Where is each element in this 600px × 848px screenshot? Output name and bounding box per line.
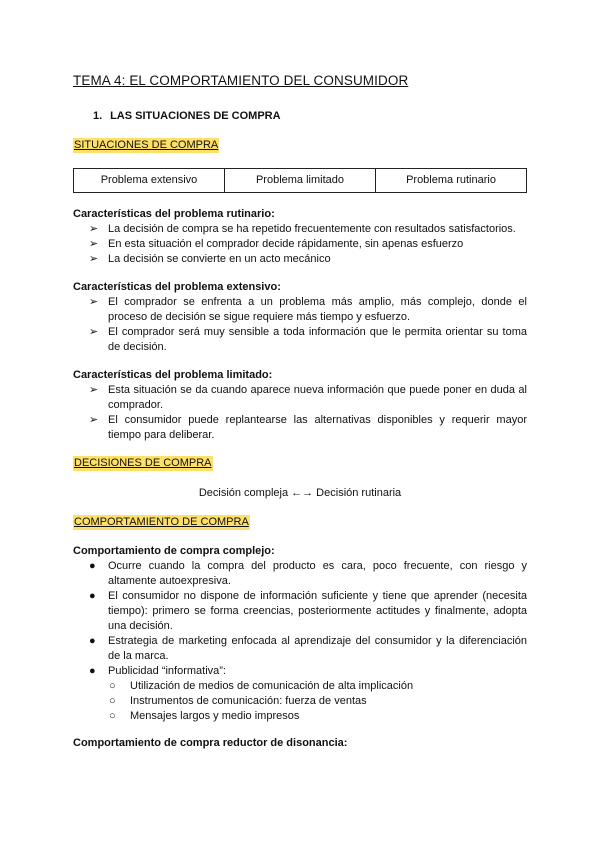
arrow-bullet-icon: ➢ xyxy=(89,414,99,426)
arrow-bullet-icon: ➢ xyxy=(89,238,99,250)
bullet-dot-icon: ● xyxy=(89,635,96,647)
table-cell-limitado: Problema limitado xyxy=(225,169,376,192)
circle-bullet-icon: ○ xyxy=(109,710,116,722)
rutinario-block xyxy=(73,207,527,267)
situaciones-table xyxy=(73,168,527,193)
decision-range: Decisión compleja ←→ Decisión rutinaria xyxy=(198,487,402,499)
reductor-heading: Comportamiento de compra reductor de disonancia: xyxy=(73,737,348,749)
limitado-block xyxy=(73,368,527,443)
list-item: ➢ La decisión se convierte en un acto mecánico xyxy=(89,253,331,265)
complejo-list xyxy=(73,559,527,679)
list-item: ➢ En esta situación el comprador decide rápidamente, sin apenas esfuerzo xyxy=(89,238,464,250)
arrow-bullet-icon: ➢ xyxy=(89,296,99,308)
sub-list-item: ○ Mensajes largos y medio impresos xyxy=(109,710,300,722)
circle-bullet-icon: ○ xyxy=(109,695,116,707)
page-title: TEMA 4: EL COMPORTAMIENTO DEL CONSUMIDOR xyxy=(73,73,409,88)
list-item: ➢ Esta situación se da cuando aparece nueva información que puede poner en duda al comprador. xyxy=(89,384,527,411)
arrow-bullet-icon: ➢ xyxy=(89,384,99,396)
list-item: ➢ El consumidor puede replantearse las alternativas disponibles y requerir mayor tiempo para deliberar. xyxy=(89,414,527,441)
limitado-list xyxy=(73,383,527,443)
limitado-heading: Características del problema limitado: xyxy=(73,369,273,381)
list-item: ● Publicidad “informativa”: xyxy=(89,665,226,677)
rutinario-heading: Características del problema rutinario: xyxy=(73,208,275,220)
complejo-block xyxy=(73,544,527,724)
list-item: ● El consumidor no dispone de información suficiente y tiene que aprender (necesita tiempo): primero se forma creencias, posteriormente actitudes y finalmente, adopta una decisión. xyxy=(89,590,527,632)
extensivo-list xyxy=(73,295,527,355)
arrow-bullet-icon: ➢ xyxy=(89,253,99,265)
situaciones-heading: SITUACIONES DE COMPRA xyxy=(74,139,219,151)
bullet-dot-icon: ● xyxy=(89,665,96,677)
section-heading xyxy=(93,109,281,124)
table-cell-rutinario: Problema rutinario xyxy=(406,174,496,186)
list-item: ➢ El comprador será muy sensible a toda información que le permita orientar su toma de decisión. xyxy=(89,326,527,353)
bullet-dot-icon: ● xyxy=(89,560,96,572)
list-item: ➢ La decisión de compra se ha repetido frecuentemente con resultados satisfactorios. xyxy=(89,223,516,235)
list-item: ● Ocurre cuando la compra del producto es cara, poco frecuente, con riesgo y altamente autoexpresiva. xyxy=(89,560,527,587)
section-label: LAS SITUACIONES DE COMPRA xyxy=(110,110,281,122)
comportamiento-heading: COMPORTAMIENTO DE COMPRA xyxy=(74,516,249,528)
bullet-dot-icon: ● xyxy=(89,590,96,602)
circle-bullet-icon: ○ xyxy=(109,680,116,692)
rutinario-list xyxy=(73,222,527,267)
section-number: 1. xyxy=(93,110,103,122)
complejo-heading: Comportamiento de compra complejo: xyxy=(73,545,275,557)
arrow-bullet-icon: ➢ xyxy=(89,223,99,235)
list-item: ● Estrategia de marketing enfocada al aprendizaje del consumidor y la diferenciación de la marca. xyxy=(89,635,527,662)
arrow-bullet-icon: ➢ xyxy=(89,326,99,338)
extensivo-block xyxy=(73,280,527,355)
publicidad-sublist xyxy=(73,679,527,724)
table-cell-extensivo: Problema extensivo xyxy=(74,169,225,192)
sub-list-item: ○ Utilización de medios de comunicación de alta implicación xyxy=(109,680,414,692)
extensivo-heading: Características del problema extensivo: xyxy=(73,281,281,293)
list-item: ➢ El comprador se enfrenta a un problema más amplio, más complejo, donde el proceso de decisión se sigue requiere más tiempo y esfuerzo. xyxy=(89,296,527,323)
sub-list-item: ○ Instrumentos de comunicación: fuerza de ventas xyxy=(109,695,367,707)
decisiones-heading: DECISIONES DE COMPRA xyxy=(74,457,212,469)
